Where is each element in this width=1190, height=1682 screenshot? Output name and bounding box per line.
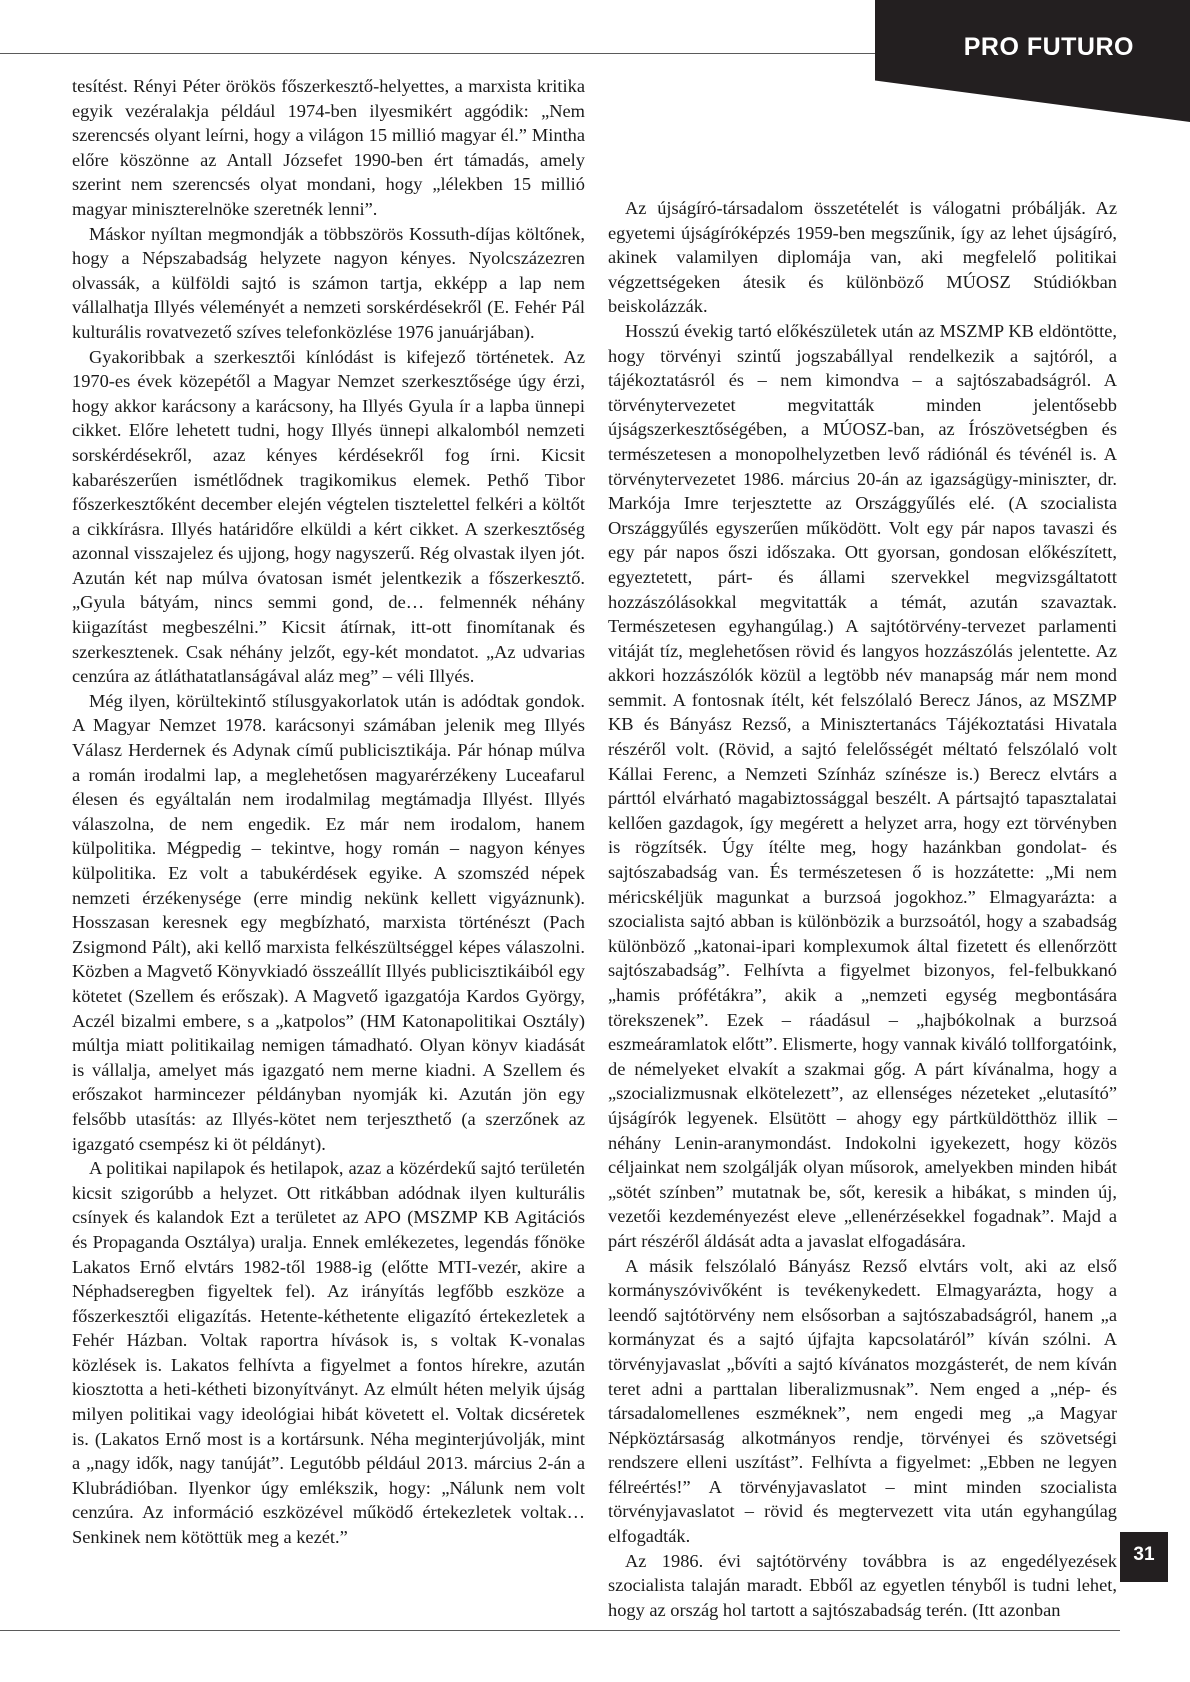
left-paragraph-2: Máskor nyíltan megmondják a többszörös Kossuth-díjas költőnek, hogy a Népszabadság helyzete nagyon kényes. Nyolcszázezren olvassák, a külföldi sajtó is számon tartja, ekképp a lap nem vállalhatja Illyés véleményét a nemzeti sorskérdésekről (E. Fehér Pál kulturális rovatvezető szíves telefonközlése 1976 januárjában).: [72, 223, 585, 342]
page-number-box: [1120, 1532, 1168, 1582]
left-paragraph-3: Gyakoribbak a szerkesztői kínlódást is kifejező történetek. Az 1970-es évek közepétől a Magyar Nemzet szerkesztősége úgy érzi, hogy akkor karácsony a karácsony, ha Illyés Gyula ír a lapba ünnepi cikket. Előre lehetett tudni, hogy Illyés ünnepi alkalomból nemzeti sorskérdésekről, azaz kényes kérdésekről fog írni. Kicsit kabarészerűen ismétlődnek tragikomikus elemek. Pethő Tibor főszerkesztőként december elején végtelen tisztelettel felkéri a költőt a cikkírásra. Illyés határidőre elküldi a kért cikket. A szerkesztőség azonnal visszajelez és ujjong, hogy nagyszerű. Rég olvastak ilyen jót. Azután két nap múlva óvatosan ismét jelentkezik a főszerkesztő. „Gyula bátyám, nincs semmi gond, de… felmennék néhány kiigazítást megbeszélni.” Kicsit átírnak, itt-ott finomítanak és szerkesztenek. Csak néhány jelzőt, egy-két mondatot. „Az udvarias cenzúra az átláthatatlanságával aláz meg” – véli Illyés.: [72, 346, 585, 687]
bottom-rule: [0, 1630, 1120, 1631]
right-paragraph-2: Hosszú évekig tartó előkészületek után az MSZMP KB eldöntötte, hogy törvényi szintű jogszabállyal rendelkezik a sajtóról, a tájékoztatásról és – nem kimondva – a sajtószabadságról. A törvénytervezetet megvitatták minden jelentősebb újságszerkesztőségében, a MÚOSZ-ban, az Írószövetségben és természetesen a monopolhelyzetben levő rádiónál és tévénél is. A törvénytervezetet 1986. március 20-án az igazságügy-miniszter, dr. Markója Imre terjesztette az Országgyűlés elé. (A szocialista Országgyűlés egyszerűen működött. Volt egy pár napos tavaszi és egy pár napos őszi időszaka. Ott gyorsan, gondosan előkészített, egyeztetett, párt- és állami szervekkel megvizsgáltatott hozzászólásokkal megvitatták a témát, azután szavaztak. Természetesen egyhangúlag.) A sajtótörvény-tervezet parlamenti vitáját tíz, meglehetősen rövid és langyos hozzászólás jelentette. Az akkori hozzászólók közül a legtöbb név manapság már nem mond semmit. A fontosnak ítélt, két felszólaló Berecz János, az MSZMP KB és Bányász Rezső, a Minisztertanács Tájékoztatási Hivatala részéről volt. (Rövid, a sajtó felelősségét méltató felszólaló volt Kállai Ferenc, a Nemzeti Színház színésze is.) Berecz elvtárs a párttól elvárható magabiztossággal beszélt. A pártsajtó tapasztalatai kellően gazdagok, így megérett a helyzet arra, hogy ezt törvényben is rögzítsék. Úgy ítélte meg, hogy hazánkban gondolat- és sajtószabadság van. És természetesen ő is hozzátette: „Mi nem méricskéljük magunkat a burzsoá jogokhoz.” Elmagyarázta: a szocialista sajtó abban is különbözik a burzsoától, hogy a szabadság különböző „katonai-ipari komplexumok által fizetett és ellenőrzött sajtószabadság”. Felhívta a figyelmet bizonyos, fel-felbukkanó „hamis prófétákra”, akik a „nemzeti egység megbontására törekszenek”. Ezek – ráadásul – „hajbókolnak a burzsoá eszmeáramlatok előtt”. Elismerte, hogy vannak kiváló tollforgatóink, de némelyeket elvakít a szakmai gőg. A párt kívánalma, hogy a „szocializmusnak elkötelezett”, az ellenséges nézeteket „elutasító” újságírók legyenek. Elsütött – ahogy egy pártküldötthöz illik – néhány Lenin-aranymondást. Indokolni igyekezett, hogy közös céljainkat nem szolgálják olyan műsorok, amelyekben minden hibát „sötét színben” mutatnak be, sőt, keresik a hibákat, s minden új, vezetői kezdeményezést eleve „ellenérzésekkel fogadnak”. Majd a párt részéről áldását adta a javaslat elfogadására.: [608, 320, 1117, 1251]
page-number: 31: [1133, 1544, 1155, 1565]
left-paragraph-1: tesítést. Rényi Péter örökös főszerkesztő-helyettes, a marxista kritika egyik vezéralakja például 1974-ben ilyesmikért aggódik: „Nem szerencsés olyant leírni, hogy a világon 15 millió magyar él.” Mintha előre köszönne az Antall Józsefet 1990-ben ért támadás, amely szerint nem szerencsés olyat mondani, hogy „lélekben 15 millió magyar miniszterelnöke szeretnék lenni”.: [72, 76, 585, 219]
section-title: PRO FUTURO: [963, 33, 1134, 61]
left-paragraph-5: A politikai napilapok és hetilapok, azaz a közérdekű sajtó területén kicsit szigorúbb a helyzet. Ott ritkábban adódnak ilyen kulturális csínyek és kalandok Ezt a területet az APO (MSZMP KB Agitációs és Propaganda Osztálya) uralja. Ennek emlékezetes, legendás főnöke Lakatos Ernő elvtárs 1982-től 1988-ig (előtte MTI-vezér, akire a Néphadseregben figyeltek fel). Az irányítás legfőbb eszköze a főszerkesztői eligazítás. Hetente-kéthetente eligazító értekezletek a Fehér Házban. Voltak raportra hívások is, s voltak K-vonalas közlések is. Lakatos felhívta a figyelmet a fontos hírekre, azután kiosztotta a heti-kétheti bizonyítványt. Az elmúlt héten melyik újság milyen politikai vagy ideológiai hibát követett el. Voltak dicséretek is. (Lakatos Ernő most is a kortársunk. Néha meginterjúvolják, mint a „nagy idők, nagy tanúját”. Legutóbb például 2013. március 2-án a Klubrádióban. Ilyenkor úgy emlékszik, hogy: „Nálunk nem volt cenzúra. Az információ eszközével működő értekezletek voltak… Senkinek nem kötöttük meg a kezét.”: [72, 1158, 585, 1548]
left-paragraph-4: Még ilyen, körültekintő stílusgyakorlatok után is adódtak gondok. A Magyar Nemzet 1978. karácsonyi számában jelenik meg Illyés Válasz Herdernek és Adynak című publicisztikája. Pár hónap múlva a román irodalmi lap, a meglehetősen magyarérzékeny Luceafarul élesen és egyáltalán nem irodalmilag megtámadja Illyést. Illyés válaszolna, de nem engedik. Ez már nem irodalom, hanem külpolitika. Mégpedig – tekintve, hogy román – nagyon kényes külpolitika. Ez volt a tabukérdések egyike. A szomszéd népek nemzeti érzékenysége (erre mindig nekünk kellett vigyáznunk). Hosszasan keresnek egy megbízható, marxista történészt (Pach Zsigmond Pált), aki kellő marxista felkészültséggel képes válaszolni. Közben a Magvető Könyvkiadó összeállít Illyés publicisztikáiból egy kötetet (Szellem és erőszak). A Magvető igazgatója Kardos György, Aczél bizalmi embere, s a „katpolos” (HM Katonapolitikai Osztály) múltja miatt politikailag nemigen támadható. Olyan könyv kiadását is vállalja, amelyet más igazgató nem merne kiadni. A Szellem és erőszakot harmincezer példányban nyomják ki. Azután jön egy felsőbb utasítás: az Illyés-kötet nem terjeszthető (a szerzőnek az igazgató csempész ki öt példányt).: [72, 690, 585, 1154]
right-paragraph-1: Az újságíró-társadalom összetételét is válogatni próbálják. Az egyetemi újságíróképzés 1959-ben megszűnik, így az lehet újságíró, akinek valamilyen diplomája van, aki megfelelő politikai végzettségeken átesik és különböző MÚOSZ Stúdiókban beiskolázzák.: [608, 198, 1117, 317]
right-column: [608, 196, 1117, 1622]
right-paragraph-3: A másik felszólaló Bányász Rezső elvtárs volt, aki az első kormányszóvivőként is tevékenykedett. Elmagyarázta, hogy a leendő sajtótörvény nem elsősorban a sajtószabadságról, hanem „a kormányzat és a sajtó újfajta kapcsolatáról” kíván szólni. A törvényjavaslat „bővíti a sajtó kívánatos mozgásterét, de nem kíván teret adni a parttalan liberalizmusnak”. Nem enged a „nép- és társadalomellenes eszméknek”, nem engedi meg „a Magyar Népköztársaság alkotmányos rendje, törvényei és szövetségi rendszere elleni uszítást”. Felhívta a figyelmet: „Ebben ne legyen félreértés!” A törvényjavaslatot – mint minden szocialista törvényjavaslatot – rövid és megtervezett vita után egyhangúlag elfogadták.: [608, 1255, 1117, 1547]
right-paragraph-4: Az 1986. évi sajtótörvény továbbra is az engedélyezések szocialista talaján maradt. Ebből az egyetlen tényből is tudni lehet, hogy az ország hol tartott a sajtószabadság terén. (Itt azonban: [608, 1550, 1117, 1620]
top-rule: [0, 53, 875, 54]
left-column: [72, 74, 585, 1550]
